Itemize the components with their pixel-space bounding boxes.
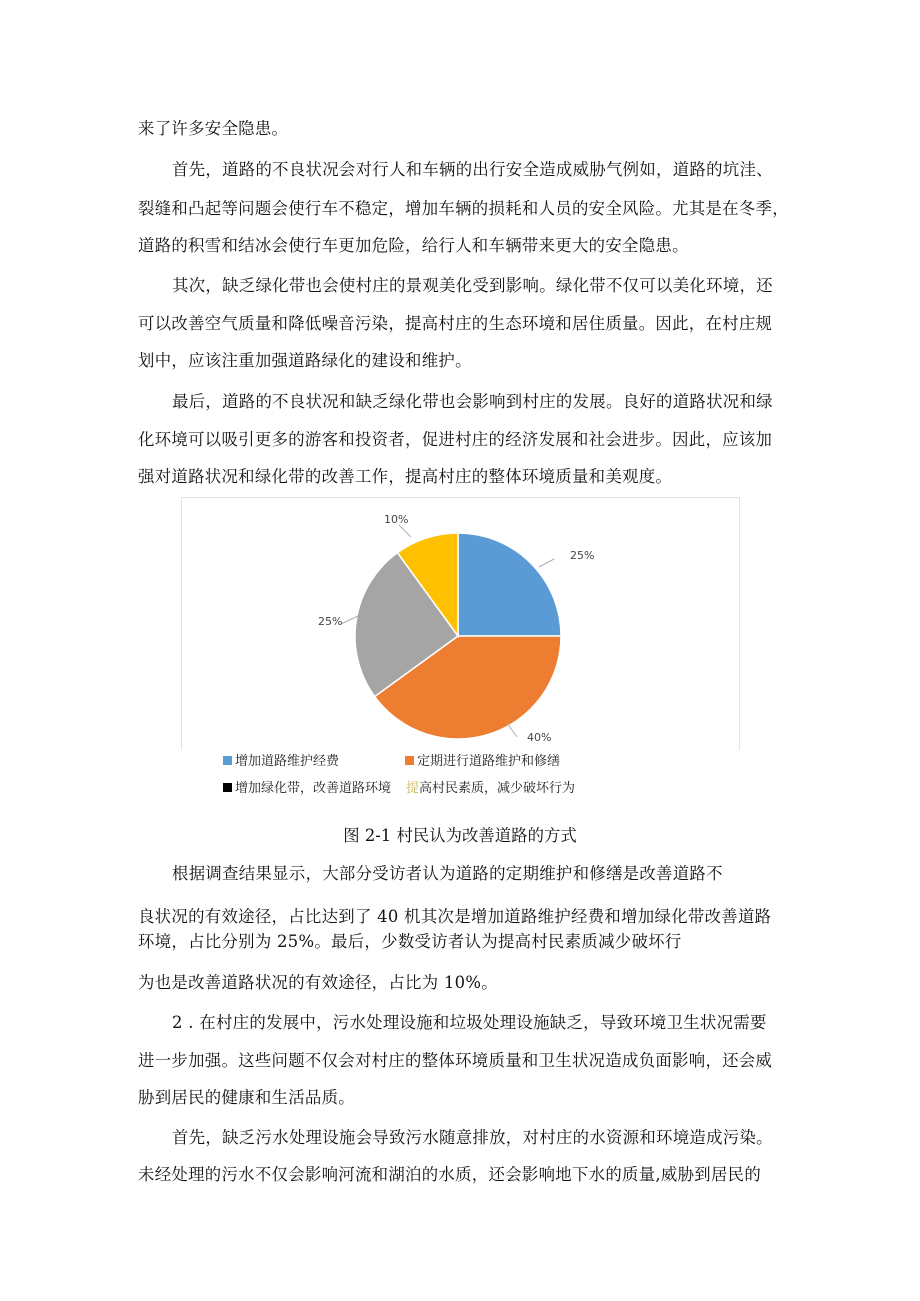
paragraph-line: 首先，缺乏污水处理设施会导致污水随意排放，对村庄的水资源和环境造成污染。 bbox=[172, 1128, 773, 1147]
paragraph-line: 为也是改善道路状况的有效途径，占比为 10%。 bbox=[138, 973, 498, 992]
paragraph-line: 强对道路状况和绿化带的改善工作，提高村庄的整体环境质量和美观度。 bbox=[138, 467, 673, 486]
leader-line-4 bbox=[399, 525, 411, 537]
pie-slice-1 bbox=[458, 533, 561, 636]
legend-item-4 bbox=[406, 777, 575, 796]
legend-label-1: 增加道路维护经费 bbox=[235, 754, 340, 769]
paragraph-line: 最后，道路的不良状况和缺乏绿化带也会影响到村庄的发展。良好的道路状况和绿 bbox=[172, 392, 773, 411]
legend-item-1 bbox=[223, 750, 339, 769]
legend-label-4: 高村民素质，减少破坏行为 bbox=[419, 781, 576, 796]
legend-label-3: 增加绿化带，改善道路环境 bbox=[235, 781, 392, 796]
paragraph-line: 进一步加强。这些问题不仅会对村庄的整体环境质量和卫生状况造成负面影响，还会威 bbox=[138, 1051, 773, 1070]
data-label-3: 25% bbox=[318, 615, 343, 628]
paragraph-line: 首先，道路的不良状况会对行人和车辆的出行安全造成威胁气例如，道路的坑洼、 bbox=[172, 160, 773, 179]
paragraph-line: 2 . 在村庄的发展中，污水处理设施和垃圾处理设施缺乏，导致环境卫生状况需要 bbox=[172, 1013, 767, 1032]
paragraph-line: 环境，占比分别为 25%。最后，少数受访者认为提高村民素质减少破坏行 bbox=[138, 932, 682, 951]
legend-label-4-prefix: 提 bbox=[406, 781, 420, 796]
legend-swatch-2 bbox=[405, 756, 414, 765]
paragraph-line: 裂缝和凸起等问题会使行车不稳定，增加车辆的损耗和人员的安全风险。尤其是在冬季， bbox=[138, 199, 789, 218]
pie-chart bbox=[181, 497, 738, 749]
paragraph-line: 根据调查结果显示，大部分受访者认为道路的定期维护和修缮是改善道路不 bbox=[172, 864, 723, 883]
figure-caption: 图 2-1 村民认为改善道路的方式 bbox=[343, 826, 577, 845]
paragraph-line: 良状况的有效途径，占比达到了 40 机其次是增加道路维护经费和增加绿化带改善道路 bbox=[138, 907, 772, 926]
data-label-2: 40% bbox=[527, 731, 552, 744]
paragraph-line: 化环境可以吸引更多的游客和投资者，促进村庄的经济发展和社会进步。因此，应该加 bbox=[138, 430, 773, 449]
legend-label-2: 定期进行道路维护和修缮 bbox=[417, 754, 561, 769]
data-label-1: 25% bbox=[570, 549, 595, 562]
legend-swatch-1 bbox=[223, 756, 232, 765]
paragraph-line: 其次，缺乏绿化带也会使村庄的景观美化受到影响。绿化带不仅可以美化环境，还 bbox=[172, 276, 773, 295]
leader-line-1 bbox=[539, 559, 554, 567]
data-label-4: 10% bbox=[384, 513, 409, 526]
legend-item-3 bbox=[223, 777, 391, 796]
paragraph-line: 来了许多安全隐患。 bbox=[138, 119, 289, 138]
paragraph-line: 胁到居民的健康和生活品质。 bbox=[138, 1088, 355, 1107]
legend-item-2 bbox=[405, 750, 560, 769]
paragraph-line: 道路的积雪和结冰会使行车更加危险，给行人和车辆带来更大的安全隐患。 bbox=[138, 236, 689, 255]
leader-line-2 bbox=[507, 723, 517, 737]
legend-swatch-3 bbox=[223, 783, 232, 792]
paragraph-line: 可以改善空气质量和降低噪音污染，提高村庄的生态环境和居住质量。因此，在村庄规 bbox=[138, 314, 773, 333]
paragraph-line: 划中，应该注重加强道路绿化的建设和维护。 bbox=[138, 351, 472, 370]
paragraph-line: 未经处理的污水不仅会影响河流和湖泊的水质，还会影响地下水的质量,威胁到居民的 bbox=[138, 1165, 762, 1184]
